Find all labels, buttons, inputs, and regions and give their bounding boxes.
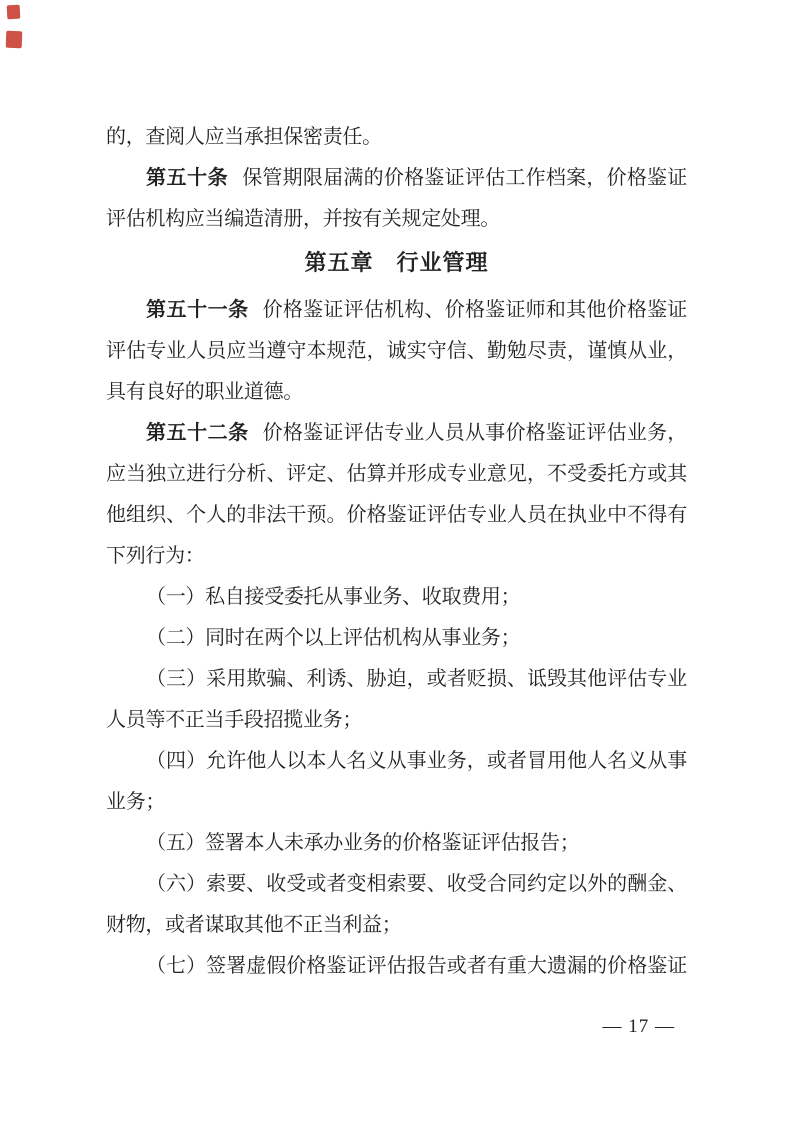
body-text: 的，查阅人应当承担保密责任。 bbox=[106, 126, 382, 148]
clause51-line-2 bbox=[106, 331, 687, 372]
page-number: — 17 — bbox=[602, 1016, 675, 1037]
clause51-number: 第五十一条 bbox=[146, 299, 249, 321]
clause50-number: 第五十条 bbox=[146, 167, 229, 189]
body-text: （一）私自接受委托从事业务、收取费用； bbox=[146, 586, 521, 608]
body-text: 业务； bbox=[106, 791, 166, 813]
body-text: 价格鉴证评估机构、价格鉴证师和其他价格鉴证 bbox=[262, 299, 687, 321]
red-scan-artifact-2 bbox=[6, 31, 23, 49]
body-text: 保管期限届满的价格鉴证评估工作档案，价格鉴证 bbox=[242, 167, 687, 189]
clause49-continuation-line bbox=[106, 117, 687, 158]
body-text: 应当独立进行分析、评定、估算并形成专业意见，不受委托方或其 bbox=[106, 463, 687, 485]
clause52-line-1 bbox=[106, 413, 687, 454]
body-text: （七）签署虚假价格鉴证评估报告或者有重大遗漏的价格鉴证 bbox=[146, 955, 687, 977]
clause51-line-3 bbox=[106, 372, 687, 413]
body-text: 他组织、个人的非法干预。价格鉴证评估专业人员在执业中不得有 bbox=[106, 504, 687, 526]
body-text: 评估专业人员应当遵守本规范，诚实守信、勤勉尽责，谨慎从业， bbox=[106, 340, 687, 362]
body-text: 财物，或者谋取其他不正当利益； bbox=[106, 914, 402, 936]
document-body bbox=[106, 117, 687, 987]
clause52-line-2 bbox=[106, 454, 687, 495]
list-item-4-line-2 bbox=[106, 782, 687, 823]
list-item-6-line-2 bbox=[106, 905, 687, 946]
body-text: （三）采用欺骗、利诱、胁迫，或者贬损、诋毁其他评估专业 bbox=[146, 668, 687, 690]
clause52-line-4 bbox=[106, 536, 687, 577]
clause52-number: 第五十二条 bbox=[146, 422, 249, 444]
clause51-line-1 bbox=[106, 290, 687, 331]
clause50-line-2 bbox=[106, 199, 687, 240]
body-text: 具有良好的职业道德。 bbox=[106, 381, 303, 403]
chapter-heading: 第五章 行业管理 bbox=[304, 250, 489, 275]
body-text: （二）同时在两个以上评估机构从事业务； bbox=[146, 627, 521, 649]
list-item-5 bbox=[106, 823, 687, 864]
body-text: 下列行为： bbox=[106, 545, 205, 567]
body-text: 价格鉴证评估专业人员从事价格鉴证评估业务， bbox=[262, 422, 687, 444]
list-item-3-line-2 bbox=[106, 700, 687, 741]
list-item-6-line-1 bbox=[106, 864, 687, 905]
clause52-line-3 bbox=[106, 495, 687, 536]
list-item-1 bbox=[106, 577, 687, 618]
list-item-4-line-1 bbox=[106, 741, 687, 782]
list-item-7-line-1 bbox=[106, 946, 687, 987]
clause50-line-1 bbox=[106, 158, 687, 199]
list-item-2 bbox=[106, 618, 687, 659]
body-text: 评估机构应当编造清册，并按有关规定处理。 bbox=[106, 208, 500, 230]
red-scan-artifact-1 bbox=[7, 5, 21, 20]
body-text: （六）索要、收受或者变相索要、收受合同约定以外的酬金、 bbox=[146, 873, 687, 895]
body-text: （四）允许他人以本人名义从事业务，或者冒用他人名义从事 bbox=[146, 750, 687, 772]
body-text: 人员等不正当手段招揽业务； bbox=[106, 709, 363, 731]
body-text: （五）签署本人未承办业务的价格鉴证评估报告； bbox=[146, 832, 580, 854]
list-item-3-line-1 bbox=[106, 659, 687, 700]
